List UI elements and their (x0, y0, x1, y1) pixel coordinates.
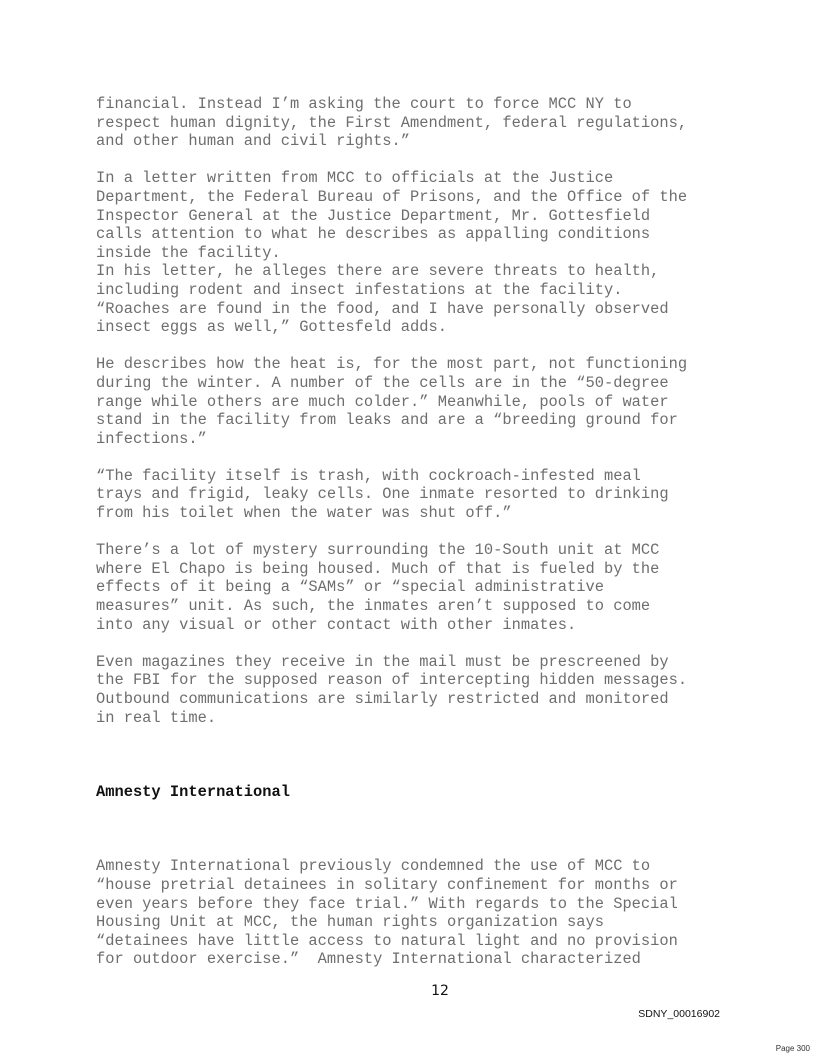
paragraph-amnesty: Amnesty International previously condemned the use of MCC to “house pretrial detainees in solitary confinement for months or even years before they face trial.” With regards to the Special Housing Unit at MCC, the human rights organization says “detainees have little access to natural light and no provision for outdoor exercise.” Amnesty International characterized (96, 857, 678, 969)
paragraph-lawsuit-quote: financial. Instead I’m asking the court to force MCC NY to respect human dignity, the First Amendment, federal regulations, and other human and civil rights.” (96, 95, 688, 151)
paragraph-letter: In a letter written from MCC to officials at the Justice Department, the Federal Bureau of Prisons, and the Office of the Inspector General at the Justice Department, Mr. Gottesfield calls attention to what he describes as appalling conditions inside the facility. In his letter, he alleges there are severe threats to health, including rodent and insect infestations at the facility. “Roaches are found in the food, and I have personally observed insect eggs as well,” Gottesfeld adds. (96, 169, 688, 337)
paragraph-10-south: There’s a lot of mystery surrounding the 10-South unit at MCC where El Chapo is being housed. Much of that is fueled by the effects of it being a “SAMs” or “special administrative measures” unit. As such, the inmates aren’t supposed to come into any visual or other contact with other inmates. (96, 541, 660, 634)
page-number: 12 (431, 983, 449, 999)
bates-number: SDNY_00016902 (638, 1008, 720, 1020)
document-body (96, 95, 736, 969)
page-label: Page 300 (775, 1044, 810, 1053)
paragraph-magazines: Even magazines they receive in the mail must be prescreened by the FBI for the supposed reason of intercepting hidden messages. Outbound communications are similarly restricted and monitored in real time. (96, 652, 688, 727)
section-heading: Amnesty International (96, 782, 290, 801)
paragraph-heat: He describes how the heat is, for the most part, not functioning during the winter. A number of the cells are in the “50-degree range while others are much colder.” Meanwhile, pools of water stand in the facility from leaks and are a “breeding ground for infections.” (96, 355, 688, 448)
paragraph-facility-quote: “The facility itself is trash, with cockroach-infested meal trays and frigid, leaky cells. One inmate resorted to drinking from his toilet when the water was shut off.” (96, 466, 669, 523)
